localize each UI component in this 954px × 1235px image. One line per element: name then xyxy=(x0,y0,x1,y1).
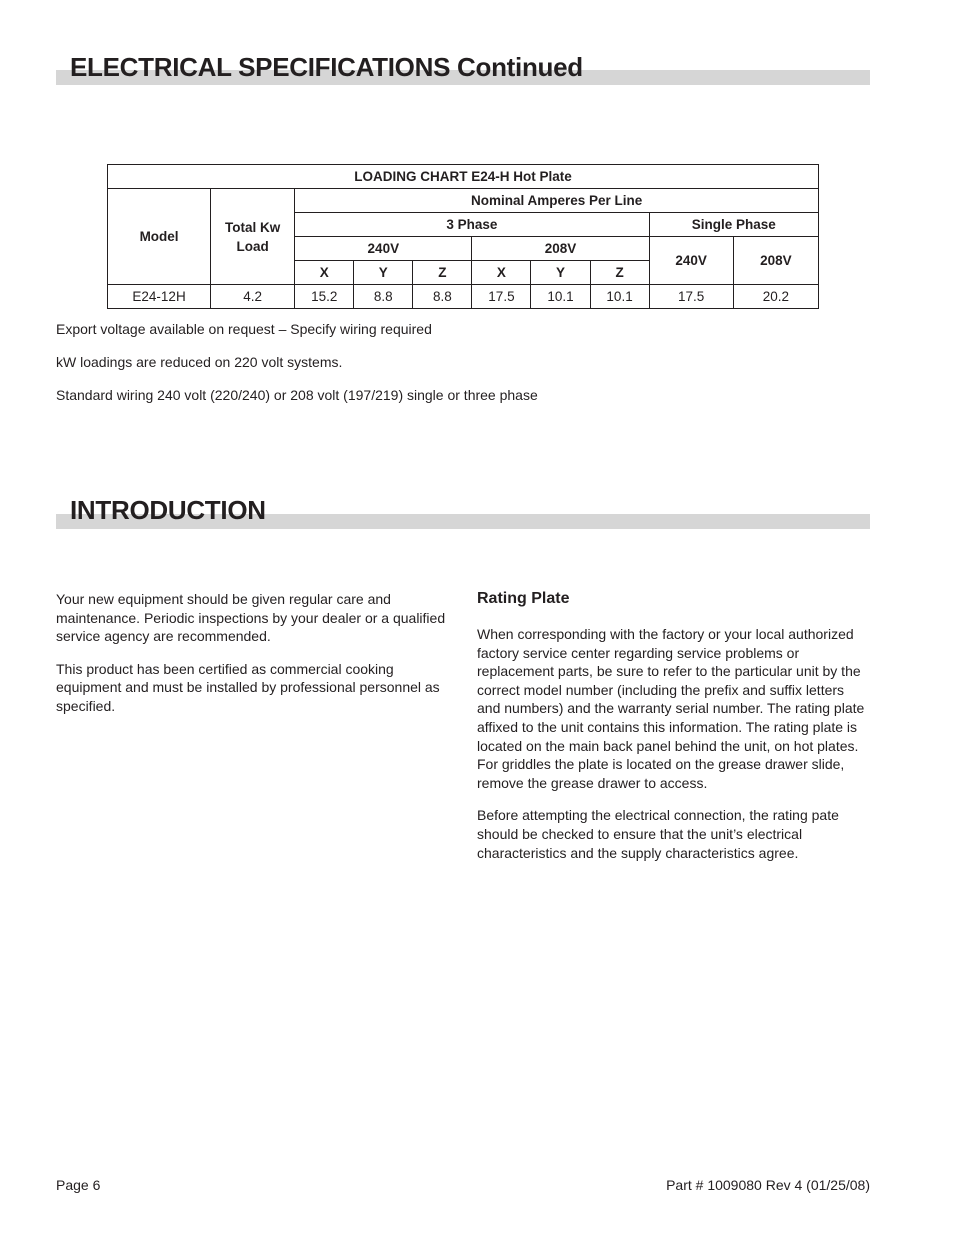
table-cell-kw: 4.2 xyxy=(211,285,295,309)
line-label: X xyxy=(295,261,354,285)
section-title-electrical: ELECTRICAL SPECIFICATIONS Continued xyxy=(70,52,583,82)
rating-plate-paragraph: When corresponding with the factory or your local authorized factory service center regarding service problems or replacement parts, be sure to refer to the particular unit by the correct model number (including the prefix and suffix letters and numbers) and the warranty serial number. The rating plate affixed to the unit contains this information. The rating plate is located on the main back panel behind the unit, on hot plates. For griddles the plate is located on the grease drawer slide, remove the grease drawer to access. xyxy=(477,626,865,791)
note-kw-loadings: kW loadings are reduced on 220 volt systems. xyxy=(56,354,343,370)
three-phase-240v-header: 240V xyxy=(295,237,472,261)
model-header: Model xyxy=(108,189,211,285)
table-cell: 17.5 xyxy=(649,285,733,309)
table-cell: 8.8 xyxy=(413,285,472,309)
page-number: Page 6 xyxy=(56,1177,101,1193)
table-title: LOADING CHART E24-H Hot Plate xyxy=(108,165,819,189)
table-cell: 10.1 xyxy=(531,285,590,309)
three-phase-header: 3 Phase xyxy=(295,213,649,237)
line-label: Y xyxy=(354,261,413,285)
table-row xyxy=(108,285,819,309)
kw-header xyxy=(211,189,295,285)
part-number: Part # 1009080 Rev 4 (01/25/08) xyxy=(666,1177,870,1193)
table-cell: 8.8 xyxy=(354,285,413,309)
intro-paragraph: Your new equipment should be given regular care and maintenance. Periodic inspections by your dealer or a qualified service agency are recommended. xyxy=(56,591,446,645)
single-phase-208v-header: 208V xyxy=(733,237,818,285)
single-phase-header: Single Phase xyxy=(649,213,818,237)
table-cell: 10.1 xyxy=(590,285,649,309)
line-label: Z xyxy=(590,261,649,285)
line-label: Y xyxy=(531,261,590,285)
section-title-introduction: INTRODUCTION xyxy=(70,495,266,525)
intro-right-column xyxy=(477,625,870,876)
table-cell: 15.2 xyxy=(295,285,354,309)
loading-chart-table xyxy=(107,164,819,309)
amperes-header: Nominal Amperes Per Line xyxy=(295,189,819,213)
single-phase-240v-header: 240V xyxy=(649,237,733,285)
rating-plate-paragraph: Before attempting the electrical connection, the rating pate should be checked to ensure that the unit’s electrical characteristics and the supply characteristics agree. xyxy=(477,807,839,861)
table-cell: 20.2 xyxy=(733,285,818,309)
line-label: Z xyxy=(413,261,472,285)
line-label: X xyxy=(472,261,531,285)
intro-paragraph: This product has been certified as commercial cooking equipment and must be installed by professional personnel as specified. xyxy=(56,660,440,714)
intro-left-column xyxy=(56,590,446,730)
table-cell: 17.5 xyxy=(472,285,531,309)
note-standard-wiring: Standard wiring 240 volt (220/240) or 208 volt (197/219) single or three phase xyxy=(56,387,538,403)
rating-plate-heading: Rating Plate xyxy=(477,590,570,607)
kw-header-label: Total Kw Load xyxy=(225,219,281,254)
note-export-voltage: Export voltage available on request – Specify wiring required xyxy=(56,321,432,337)
three-phase-208v-header: 208V xyxy=(472,237,649,261)
table-cell-model: E24-12H xyxy=(108,285,211,309)
